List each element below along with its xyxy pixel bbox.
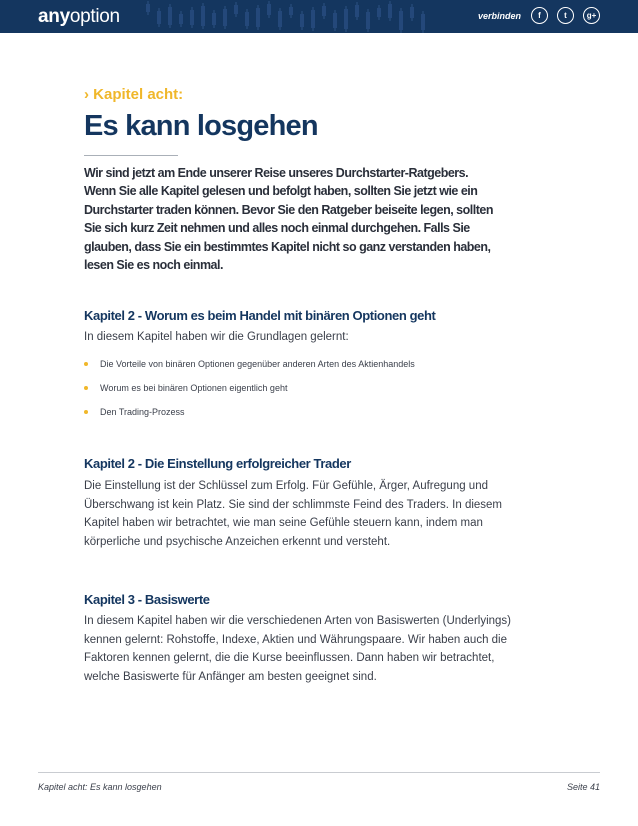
text-line: Die Einstellung ist der Schlüssel zum Erfolg. Für Gefühle, Ärger, Aufregung und (84, 480, 488, 492)
text-line: welche Basiswerte für Anfänger am besten geeignet sind. (84, 670, 377, 683)
footer-chapter-title: Kapitel acht: Es kann losgehen (38, 782, 162, 792)
page-title: Es kann losgehen (84, 110, 318, 142)
bullet-item (84, 407, 185, 417)
intro-line: glauben, dass Sie ein bestimmtes Kapitel nicht so ganz verstanden haben, (84, 239, 491, 254)
page-number: Seite 41 (566, 782, 600, 792)
bullet-dot-icon (84, 386, 88, 390)
text-line: Faktoren kennen gelernt, die die Kurse beeinflussen. Dann haben wir betrachtet, (84, 652, 495, 664)
text-line: Kapitel haben wir betrachtet, wie man seine Gefühle steuern kann, indem man (84, 517, 483, 529)
text-line: kennen gelernt: Rohstoffe, Indexe, Aktien und Währungspaare. Wir haben auch die (84, 633, 508, 646)
section-text: In diesem Kapitel haben wir die Grundlagen gelernt: (84, 331, 349, 343)
twitter-glyph: t (564, 11, 567, 20)
bullet-dot-icon (84, 410, 88, 414)
candlestick-decoration (140, 0, 440, 33)
intro-line: Wir sind jetzt am Ende unserer Reise unseres Durchstarter-Ratgebers. (84, 166, 469, 180)
section-text (84, 477, 564, 551)
footer-divider (38, 772, 600, 773)
title-divider (84, 155, 178, 156)
section-title: Kapitel 3 - Basiswerte (84, 592, 210, 607)
logo-bold-text: any (38, 6, 70, 27)
intro-line: Durchstarter traden können. Bevor Sie den Ratgeber beiseite legen, sollten (84, 202, 493, 217)
facebook-icon[interactable] (531, 7, 548, 24)
text-line: körperliche und psychische Anzeichen erkennt und versteht. (84, 535, 391, 548)
header-bar (0, 0, 638, 33)
googleplus-icon[interactable] (583, 7, 600, 24)
bullet-text: Die Vorteile von binären Optionen gegenüber anderen Arten des Aktienhandels (100, 359, 415, 369)
facebook-glyph: f (538, 11, 541, 20)
text-line: Überschwang ist kein Platz. Sie sind der schlimmste Feind des Traders. In diesem (84, 498, 503, 511)
chapter-label: › Kapitel acht: (84, 86, 184, 103)
intro-line: lesen Sie es noch einmal. (84, 258, 223, 273)
anyoption-logo[interactable] (38, 6, 120, 28)
bullet-item (84, 359, 415, 369)
bullet-text: Worum es bei binären Optionen eigentlich geht (100, 383, 288, 393)
bullet-dot-icon (84, 362, 88, 366)
logo-light-text: option (69, 6, 120, 27)
intro-line: Sie sich kurz Zeit nehmen und alles noch einmal durchgehen. Falls Sie (84, 221, 470, 236)
bullet-text: Den Trading-Prozess (100, 407, 185, 417)
section-text (84, 612, 564, 686)
connect-label: verbinden (478, 11, 522, 21)
intro-line: Wenn Sie alle Kapitel gelesen und befolgt haben, sollten Sie jetzt wie ein (84, 184, 478, 199)
bullet-item (84, 383, 287, 393)
intro-paragraph (84, 164, 564, 274)
text-line: In diesem Kapitel haben wir die verschiedenen Arten von Basiswerten (Underlyings) (84, 615, 512, 627)
section-title: Kapitel 2 - Die Einstellung erfolgreicher Trader (84, 456, 351, 471)
googleplus-glyph: g+ (586, 11, 597, 20)
twitter-icon[interactable] (557, 7, 574, 24)
section-title: Kapitel 2 - Worum es beim Handel mit binären Optionen geht (84, 308, 436, 323)
